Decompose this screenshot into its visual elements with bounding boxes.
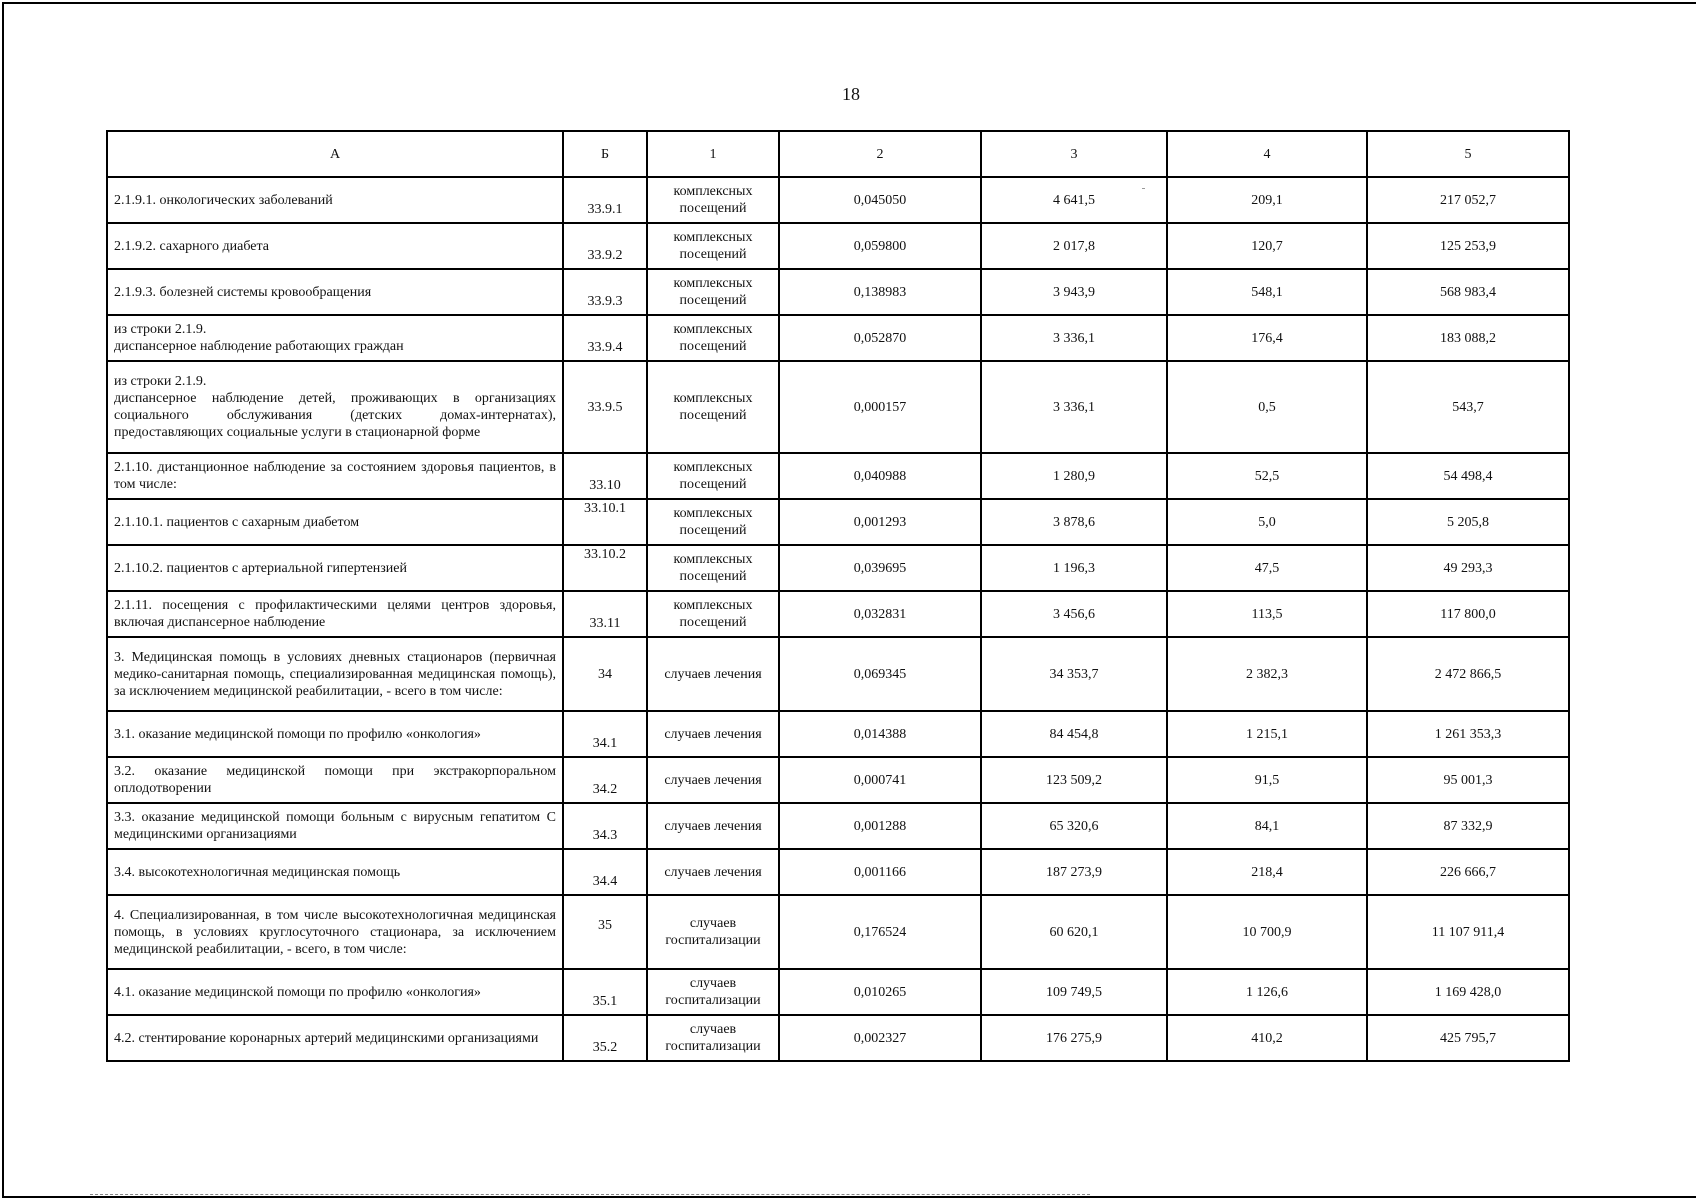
cell-col2: 0,176524 xyxy=(779,895,981,969)
cell-unit: комплексных посещений xyxy=(647,545,779,591)
cell-name: 4.2. стентирование коронарных артерий медицинскими организациями xyxy=(107,1015,563,1061)
cell-col4: 84,1 xyxy=(1167,803,1367,849)
table-row xyxy=(107,757,1569,803)
cell-code-text: 33.11 xyxy=(589,615,621,631)
cell-unit: комплексных посещений xyxy=(647,453,779,499)
cell-col2: 0,069345 xyxy=(779,637,981,711)
cell-name: 4.1. оказание медицинской помощи по профилю «онкология» xyxy=(107,969,563,1015)
cell-code xyxy=(563,177,647,223)
cell-col4: 176,4 xyxy=(1167,315,1367,361)
cell-code-text: 34.2 xyxy=(592,781,618,797)
cell-col3: 3 336,1 xyxy=(981,361,1167,453)
cell-col5: 183 088,2 xyxy=(1367,315,1569,361)
cell-unit: случаев лечения xyxy=(647,637,779,711)
cell-col2: 0,059800 xyxy=(779,223,981,269)
cell-col5: 95 001,3 xyxy=(1367,757,1569,803)
cell-col5: 87 332,9 xyxy=(1367,803,1569,849)
cell-code xyxy=(563,757,647,803)
cell-col4: 0,5 xyxy=(1167,361,1367,453)
cell-col5: 226 666,7 xyxy=(1367,849,1569,895)
cell-unit: случаев лечения xyxy=(647,803,779,849)
cell-unit: комплексных посещений xyxy=(647,499,779,545)
cell-code-text: 35.1 xyxy=(592,993,618,1009)
cell-name: 2.1.11. посещения с профилактическими целями центров здоровья, включая диспансерное наблюдение xyxy=(107,591,563,637)
cell-code-text: 34.1 xyxy=(592,735,618,751)
cell-code: 33.9.5 xyxy=(563,361,647,453)
cell-col4: 218,4 xyxy=(1167,849,1367,895)
cell-col2: 0,039695 xyxy=(779,545,981,591)
table-row xyxy=(107,545,1569,591)
cell-col2: 0,014388 xyxy=(779,711,981,757)
table-row xyxy=(107,711,1569,757)
cell-col5: 54 498,4 xyxy=(1367,453,1569,499)
cell-col3: 34 353,7 xyxy=(981,637,1167,711)
cell-col3: 4 641,5 xyxy=(981,177,1167,223)
cell-unit: случаев госпитализации xyxy=(647,895,779,969)
cell-unit: случаев госпитализации xyxy=(647,969,779,1015)
table-row xyxy=(107,361,1569,453)
cell-code xyxy=(563,803,647,849)
data-table xyxy=(106,130,1570,1062)
cell-col5: 125 253,9 xyxy=(1367,223,1569,269)
cell-unit: случаев лечения xyxy=(647,849,779,895)
cell-col3: 1 280,9 xyxy=(981,453,1167,499)
cell-code xyxy=(563,1015,647,1061)
cell-code xyxy=(563,453,647,499)
cell-col5: 2 472 866,5 xyxy=(1367,637,1569,711)
cell-code-text: 33.10.2 xyxy=(584,547,626,562)
cell-col3: 109 749,5 xyxy=(981,969,1167,1015)
table-row xyxy=(107,637,1569,711)
cell-code-text: 34.3 xyxy=(592,827,618,843)
header-cell-a: А xyxy=(107,131,563,177)
table-row xyxy=(107,223,1569,269)
cell-name: 2.1.9.3. болезней системы кровообращения xyxy=(107,269,563,315)
cell-col4: 2 382,3 xyxy=(1167,637,1367,711)
header-cell-b: Б xyxy=(563,131,647,177)
cell-unit: комплексных посещений xyxy=(647,361,779,453)
cell-col5: 1 261 353,3 xyxy=(1367,711,1569,757)
cell-code xyxy=(563,315,647,361)
cell-name: 4. Специализированная, в том числе высокотехнологичная медицинская помощь, в условиях круглосуточного стационара, за исключением медицинской реабилитации, - всего, в том числе: xyxy=(107,895,563,969)
cell-col4: 209,1 xyxy=(1167,177,1367,223)
cell-unit: случаев лечения xyxy=(647,711,779,757)
table-row xyxy=(107,591,1569,637)
cell-col3: 1 196,3 xyxy=(981,545,1167,591)
cell-unit: комплексных посещений xyxy=(647,315,779,361)
cell-code-text: 35.2 xyxy=(592,1039,618,1055)
cell-col4: 47,5 xyxy=(1167,545,1367,591)
cell-col5: 11 107 911,4 xyxy=(1367,895,1569,969)
cell-col3: 65 320,6 xyxy=(981,803,1167,849)
cell-code xyxy=(563,849,647,895)
header-cell-1: 1 xyxy=(647,131,779,177)
cell-col3: 84 454,8 xyxy=(981,711,1167,757)
cell-unit: случаев госпитализации xyxy=(647,1015,779,1061)
cell-col5: 217 052,7 xyxy=(1367,177,1569,223)
cell-code-text: 34.4 xyxy=(592,873,618,889)
cell-unit: комплексных посещений xyxy=(647,591,779,637)
table-row xyxy=(107,269,1569,315)
cell-code: 34 xyxy=(563,637,647,711)
cell-code xyxy=(563,711,647,757)
cell-name: 2.1.10. дистанционное наблюдение за состоянием здоровья пациентов, в том числе: xyxy=(107,453,563,499)
cell-col3: 2 017,8 xyxy=(981,223,1167,269)
cell-col3: 3 878,6 xyxy=(981,499,1167,545)
cell-col2: 0,010265 xyxy=(779,969,981,1015)
cell-col2: 0,040988 xyxy=(779,453,981,499)
cell-col5: 543,7 xyxy=(1367,361,1569,453)
cell-name: 2.1.10.2. пациентов с артериальной гипертензией xyxy=(107,545,563,591)
cell-code xyxy=(563,269,647,315)
cell-col3: 176 275,9 xyxy=(981,1015,1167,1061)
cell-col2: 0,002327 xyxy=(779,1015,981,1061)
cell-col4: 1 126,6 xyxy=(1167,969,1367,1015)
table-row xyxy=(107,803,1569,849)
table-header-row xyxy=(107,131,1569,177)
cell-name: 3.3. оказание медицинской помощи больным с вирусным гепатитом С медицинскими организациями xyxy=(107,803,563,849)
cell-name: из строки 2.1.9. диспансерное наблюдение детей, проживающих в организациях социального обслуживания (детских домах-интернатах), предоставляющих социальные услуги в стационарной форме xyxy=(107,361,563,453)
cell-unit: случаев лечения xyxy=(647,757,779,803)
cell-col2: 0,001288 xyxy=(779,803,981,849)
cell-col3: 3 456,6 xyxy=(981,591,1167,637)
cell-name: 3.4. высокотехнологичная медицинская помощь xyxy=(107,849,563,895)
scan-speck xyxy=(1142,188,1145,189)
cell-unit: комплексных посещений xyxy=(647,223,779,269)
header-cell-3: 3 xyxy=(981,131,1167,177)
cell-col5: 568 983,4 xyxy=(1367,269,1569,315)
cell-col5: 5 205,8 xyxy=(1367,499,1569,545)
cell-col5: 425 795,7 xyxy=(1367,1015,1569,1061)
cell-col3: 3 336,1 xyxy=(981,315,1167,361)
table-row xyxy=(107,499,1569,545)
table-row xyxy=(107,315,1569,361)
table-row xyxy=(107,453,1569,499)
cell-col4: 5,0 xyxy=(1167,499,1367,545)
cell-col2: 0,000741 xyxy=(779,757,981,803)
cell-code xyxy=(563,895,647,969)
cell-col4: 52,5 xyxy=(1167,453,1367,499)
cell-col2: 0,001166 xyxy=(779,849,981,895)
cell-code-text: 33.9.1 xyxy=(587,201,623,217)
cell-col2: 0,052870 xyxy=(779,315,981,361)
cell-col2: 0,000157 xyxy=(779,361,981,453)
cell-col2: 0,045050 xyxy=(779,177,981,223)
cell-code xyxy=(563,499,647,545)
scan-artifact-line xyxy=(90,1194,1090,1195)
cell-col3: 60 620,1 xyxy=(981,895,1167,969)
cell-col2: 0,138983 xyxy=(779,269,981,315)
cell-name: 2.1.9.1. онкологических заболеваний xyxy=(107,177,563,223)
cell-col2: 0,001293 xyxy=(779,499,981,545)
cell-col2: 0,032831 xyxy=(779,591,981,637)
header-cell-2: 2 xyxy=(779,131,981,177)
cell-code xyxy=(563,591,647,637)
cell-col5: 49 293,3 xyxy=(1367,545,1569,591)
cell-code xyxy=(563,223,647,269)
cell-col4: 120,7 xyxy=(1167,223,1367,269)
table-row xyxy=(107,1015,1569,1061)
cell-unit: комплексных посещений xyxy=(647,269,779,315)
cell-name: 2.1.9.2. сахарного диабета xyxy=(107,223,563,269)
cell-code-text: 33.9.3 xyxy=(587,293,623,309)
cell-code-text: 33.10.1 xyxy=(584,501,626,516)
cell-code-text: 35 xyxy=(598,917,612,933)
header-cell-5: 5 xyxy=(1367,131,1569,177)
cell-col5: 1 169 428,0 xyxy=(1367,969,1569,1015)
cell-code-text: 33.10 xyxy=(589,477,621,493)
cell-col5: 117 800,0 xyxy=(1367,591,1569,637)
cell-col3: 123 509,2 xyxy=(981,757,1167,803)
cell-col4: 410,2 xyxy=(1167,1015,1367,1061)
cell-col3: 3 943,9 xyxy=(981,269,1167,315)
cell-unit: комплексных посещений xyxy=(647,177,779,223)
page-number: 18 xyxy=(842,84,860,104)
cell-code-text: 33.9.4 xyxy=(587,339,623,355)
cell-col4: 113,5 xyxy=(1167,591,1367,637)
cell-name: 2.1.10.1. пациентов с сахарным диабетом xyxy=(107,499,563,545)
cell-code xyxy=(563,969,647,1015)
cell-col4: 91,5 xyxy=(1167,757,1367,803)
table-row xyxy=(107,177,1569,223)
header-cell-4: 4 xyxy=(1167,131,1367,177)
table-row xyxy=(107,895,1569,969)
cell-col4: 548,1 xyxy=(1167,269,1367,315)
table-row xyxy=(107,849,1569,895)
cell-name: 3.1. оказание медицинской помощи по профилю «онкология» xyxy=(107,711,563,757)
cell-name: 3. Медицинская помощь в условиях дневных стационаров (первичная медико-санитарная помощь, специализированная медицинская помощь), за исключением медицинской реабилитации, - всего в том числе: xyxy=(107,637,563,711)
cell-col4: 10 700,9 xyxy=(1167,895,1367,969)
cell-col4: 1 215,1 xyxy=(1167,711,1367,757)
cell-code-text: 33.9.2 xyxy=(587,247,623,263)
cell-name: 3.2. оказание медицинской помощи при экстракорпоральном оплодотворении xyxy=(107,757,563,803)
cell-col3: 187 273,9 xyxy=(981,849,1167,895)
table-row xyxy=(107,969,1569,1015)
cell-name: из строки 2.1.9. диспансерное наблюдение работающих граждан xyxy=(107,315,563,361)
cell-code xyxy=(563,545,647,591)
